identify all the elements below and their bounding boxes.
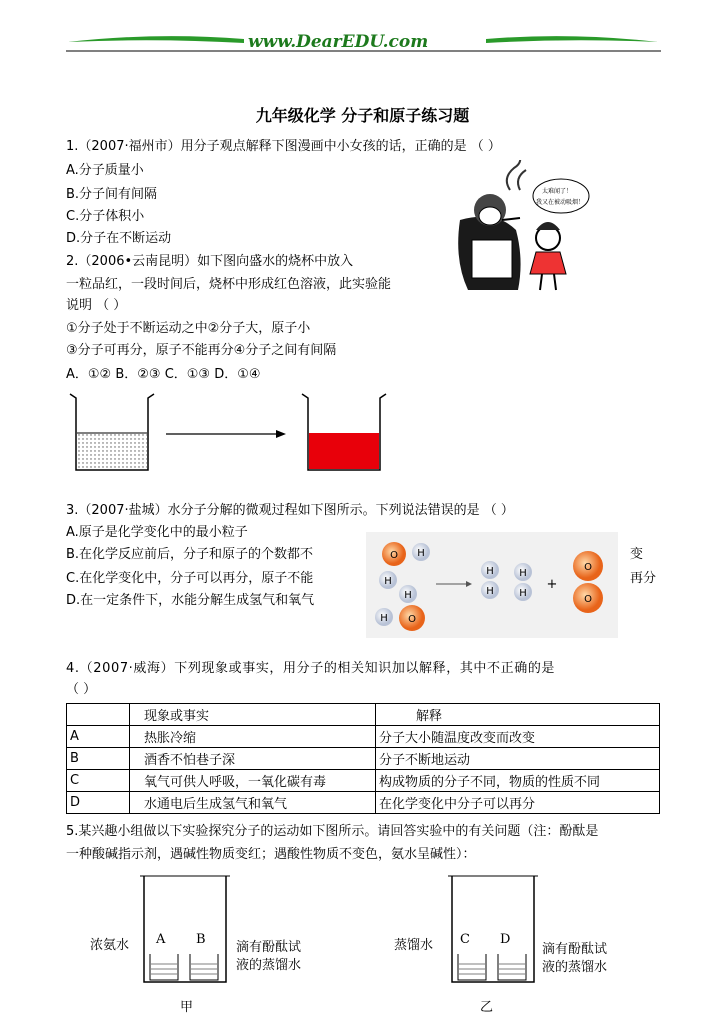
label-beaker-d: D — [500, 932, 511, 947]
q5-line-1: 5.某兴趣小组做以下实验探究分子的运动如下图所示。请回答实验中的有关问题（注：酚酞是 — [66, 824, 599, 839]
q5-line-2: 一种酸碱指示剂，遇碱性物质变红；遇酸性物质不变色，氨水呈碱性）： — [66, 847, 476, 862]
table-cell: D — [67, 792, 130, 814]
q3-option-c: C.在化学变化中，分子可以再分，原子不能 — [66, 571, 314, 586]
q1-bubble-1: 太难闻了！ — [542, 188, 573, 195]
label-beaker-c: C — [460, 932, 470, 947]
table-cell: 酒香不怕巷子深 — [130, 748, 376, 770]
q2-options: A．①② B．②③ C．①③ D．①④ — [66, 367, 261, 382]
label-concentrated-ammonia: 浓氨水 — [90, 938, 130, 953]
table-cell: 热胀冷缩 — [130, 726, 376, 748]
table-header-cell: 解释 — [376, 704, 660, 726]
q1-stem: 1.（2007·福州市）用分子观点解释下图漫画中小女孩的话，正确的是 （ ） — [66, 139, 501, 154]
label-beaker-b: B — [196, 932, 206, 947]
arrow-icon — [166, 430, 286, 438]
q1-option-a: A.分子质量小 — [66, 163, 144, 178]
water-decomposition-diagram — [366, 532, 618, 638]
table-cell: 水通电后生成氢气和氧气 — [130, 792, 376, 814]
hydrogen-atom: H — [384, 576, 392, 587]
label-phenolphthalein-4: 液的蒸馏水 — [542, 960, 608, 975]
table-header-row — [67, 704, 660, 726]
q1-bubble-2: 我又在被动吸烟！ — [536, 199, 585, 206]
table-row — [67, 726, 660, 748]
hydrogen-atom: H — [519, 588, 527, 599]
figure-label-jia: 甲 — [180, 1000, 194, 1015]
oxygen-atom: O — [584, 562, 592, 573]
figure-label-yi: 乙 — [480, 1000, 494, 1015]
q3-option-a: A.原子是化学变化中的最小粒子 — [66, 525, 248, 540]
table-cell: 氧气可供人呼吸，一氧化碳有毒 — [130, 770, 376, 792]
oxygen-atom: O — [584, 594, 592, 605]
hydrogen-atom: H — [380, 613, 388, 624]
label-phenolphthalein-3: 滴有酚酞试 — [542, 942, 608, 957]
hydrogen-atom: H — [486, 586, 494, 597]
q2-line-3: 说明 （ ） — [66, 298, 127, 313]
beaker-water — [70, 394, 154, 470]
hydrogen-atom: H — [486, 566, 494, 577]
q1-option-b: B.分子间有间隔 — [66, 187, 158, 202]
oxygen-atom: O — [390, 550, 398, 561]
table-row — [67, 792, 660, 814]
beaker-red-solution — [302, 394, 386, 470]
beaker-experiment-figure — [66, 390, 396, 480]
page-title: 九年级化学 分子和原子练习题 — [255, 106, 470, 125]
q3-option-d: D.在一定条件下，水能分解生成氢气和氧气 — [66, 593, 315, 608]
q1-option-c: C.分子体积小 — [66, 209, 145, 224]
q2-line-5: ③分子可再分，原子不能再分④分子之间有间隔 — [66, 343, 337, 358]
table-row — [67, 770, 660, 792]
q3-option-b-end: 变 — [630, 547, 644, 562]
q1-option-d: D.分子在不断运动 — [66, 231, 172, 246]
q2-line-4: ①分子处于不断运动之中②分子大，原子小 — [66, 321, 311, 336]
table-cell: 分子不断地运动 — [376, 748, 660, 770]
table-cell: 在化学变化中分子可以再分 — [376, 792, 660, 814]
smoking-cartoon-image — [450, 160, 590, 295]
experiment-figure-jia — [130, 872, 240, 997]
q3-option-b: B.在化学反应前后，分子和原子的个数都不 — [66, 547, 314, 562]
table-header-cell: 现象或事实 — [130, 704, 376, 726]
plus-sign: + — [546, 577, 558, 592]
hydrogen-atom: H — [417, 548, 425, 559]
table-cell: B — [67, 748, 130, 770]
q2-line-2: 一粒品红，一段时间后，烧杯中形成红色溶液，此实验能 — [66, 277, 392, 292]
q2-line-1: 2.（2006•云南昆明）如下图向盛水的烧杯中放入 — [66, 254, 354, 269]
hydrogen-atom: H — [404, 590, 412, 601]
label-beaker-a: A — [156, 932, 166, 947]
label-distilled-water: 蒸馏水 — [394, 938, 434, 953]
table-cell: 构成物质的分子不同，物质的性质不同 — [376, 770, 660, 792]
q4-stem-1: 4.（2007·威海）下列现象或事实，用分子的相关知识加以解释，其中不正确的是 — [66, 661, 556, 676]
q4-stem-2: （ ） — [66, 682, 97, 697]
label-phenolphthalein-2: 液的蒸馏水 — [236, 958, 302, 973]
table-cell: C — [67, 770, 130, 792]
table-row — [67, 748, 660, 770]
q3-option-c-end: 再分 — [630, 571, 657, 586]
q3-stem: 3.（2007·盐城）水分子分解的微观过程如下图所示。下列说法错误的是 （ ） — [66, 503, 514, 518]
oxygen-atom: O — [408, 614, 416, 625]
label-phenolphthalein-1: 滴有酚酞试 — [236, 940, 302, 955]
hydrogen-atom: H — [519, 568, 527, 579]
experiment-figure-yi — [438, 872, 548, 997]
site-url[interactable]: www.DearEDU.com — [248, 32, 429, 52]
table-cell: 分子大小随温度改变而改变 — [376, 726, 660, 748]
table-cell: A — [67, 726, 130, 748]
table-header-cell — [67, 704, 130, 726]
q4-table — [66, 703, 660, 814]
